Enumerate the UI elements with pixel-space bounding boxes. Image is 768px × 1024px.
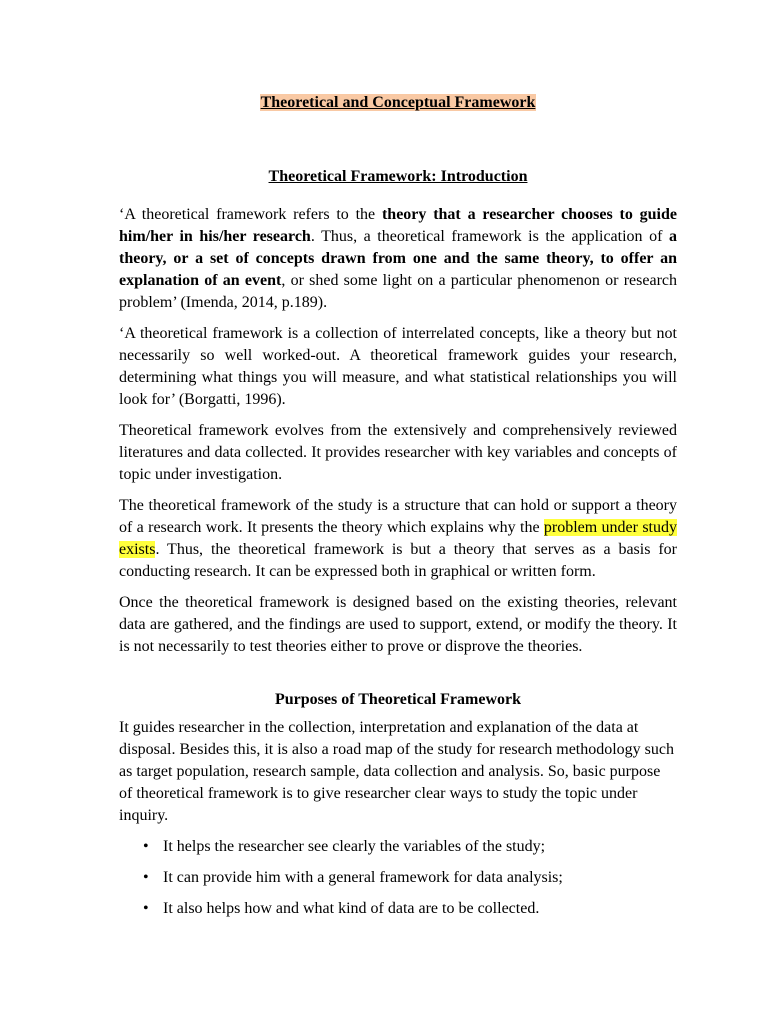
section-heading-purposes: Purposes of Theoretical Framework: [274, 691, 522, 708]
bullet-icon: •: [143, 838, 149, 855]
text-run: , or shed some light on a particular phenomenon or research problem’ (Imenda, 2014, p.189).: [119, 272, 677, 311]
purposes-bullet-list: [119, 836, 677, 920]
section-heading-introduction: Theoretical Framework: Introduction: [268, 168, 528, 185]
list-item: [143, 867, 677, 889]
paragraph-imenda-quote: [119, 204, 677, 314]
paragraph-framework-designed: [119, 592, 677, 658]
list-item-text: It can provide him with a general framework for data analysis;: [163, 869, 563, 886]
text-run: Theoretical framework evolves from the extensively and comprehensively reviewed literatures and data collected. It provides researcher with key variables and concepts of topic under investigation.: [119, 422, 677, 483]
introduction-paragraphs: [119, 204, 677, 658]
bullet-icon: •: [143, 869, 149, 886]
text-run: ‘A theoretical framework is a collection of interrelated concepts, like a theory but not necessarily so well worked-out. A theoretical framework guides your research, determining what things you will measure, and what statistical relationships you will look for’ (Borgatti, 1996).: [119, 325, 677, 408]
text-run: Once the theoretical framework is designed based on the existing theories, relevant data are gathered, and the findings are used to support, extend, or modify the theory. It is not necessarily to test theories either to prove or disprove the theories.: [119, 594, 677, 655]
bold-text: a theory, or a set of concepts drawn from one and the same theory, to offer an explanation of an event: [119, 228, 677, 289]
text-run: . Thus, a theoretical framework is the application of: [310, 228, 669, 245]
list-item-text: It also helps how and what kind of data are to be collected.: [163, 900, 540, 917]
document-title-text: Theoretical and Conceptual Framework: [260, 94, 536, 111]
bullet-icon: •: [143, 900, 149, 917]
paragraph-framework-structure: [119, 495, 677, 583]
text-run: The theoretical framework of the study is a structure that can hold or support a theory of a research work. It presents the theory which explains why the: [119, 497, 677, 536]
paragraph-framework-evolves: [119, 420, 677, 486]
paragraph-purposes: It guides researcher in the collection, interpretation and explanation of the data at disposal. Besides this, it is also a road map of the study for research methodology such as target population, research sample, data collection and analysis. So, basic purpose of theoretical framework is to give researcher clear ways to study the topic under inquiry.: [119, 719, 675, 824]
highlighted-text: problem under study exists: [119, 519, 678, 558]
text-run: . Thus, the theoretical framework is but a theory that serves as a basis for conducting research. It can be expressed both in graphical or written form.: [119, 541, 677, 580]
list-item-text: It helps the researcher see clearly the variables of the study;: [163, 838, 546, 855]
list-item: [143, 836, 677, 858]
document-content: [119, 92, 677, 929]
paragraph-borgatti-quote: [119, 323, 677, 411]
text-run: ‘A theoretical framework refers to the: [119, 206, 382, 223]
bold-text: theory that a researcher chooses to guide him/her in his/her research: [119, 206, 677, 245]
document-title: [119, 92, 677, 114]
list-item: [143, 898, 677, 920]
